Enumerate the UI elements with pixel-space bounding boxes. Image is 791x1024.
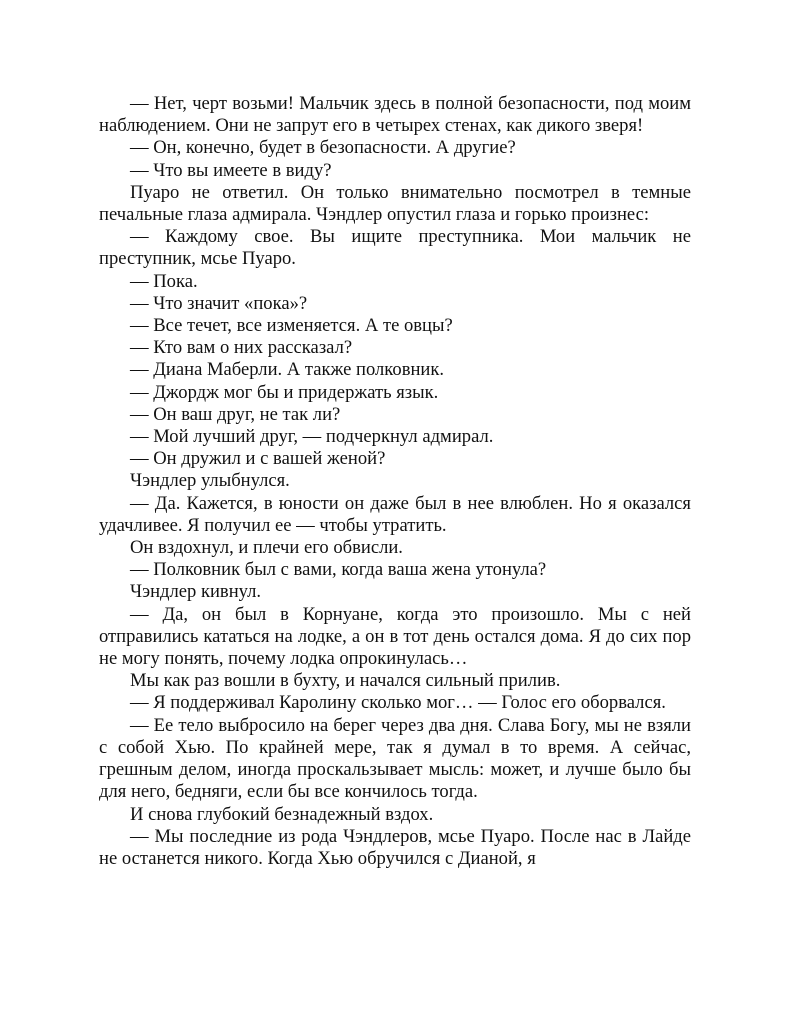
paragraph: — Мы последние из рода Чэндлеров, мсье Пуаро. После нас в Лайде не останется никого. Когда Хью обручился с Дианой, я [99,825,691,869]
paragraph: — Диана Маберли. А также полковник. [130,359,445,381]
page-text [99,93,691,870]
paragraph: — Каждому свое. Вы ищите преступника. Мои мальчик не преступник, мсье Пуаро. [99,226,691,270]
paragraph: Мы как раз вошли в бухту, и начался сильный прилив. [130,670,561,692]
paragraph: И снова глубокий безнадежный вздох. [130,803,434,825]
paragraph: — Да. Кажется, в юности он даже был в нее влюблен. Но я оказался удачливее. Я получил ее — чтобы утратить. [99,492,691,536]
paragraph: — Да, он был в Корнуане, когда это произошло. Мы с ней отправились кататься на лодке, а он в тот день остался дома. Я до сих пор не могу понять, почему лодка опрокинулась… [99,603,691,670]
paragraph: — Что вы имеете в виду? [130,159,332,181]
paragraph: — Пока. [130,270,198,292]
paragraph: — Кто вам о них рассказал? [130,337,353,359]
paragraph: — Я поддерживал Каролину сколько мог… — Голос его оборвался. [130,692,666,714]
paragraph: — Он, конечно, будет в безопасности. А другие? [130,137,516,159]
paragraph: Он вздохнул, и плечи его обвисли. [130,537,403,559]
paragraph: — Нет, черт возьми! Мальчик здесь в полной безопасности, под моим наблюдением. Они не запрут его в четырех стенах, как дикого зверя! [99,93,691,137]
paragraph: — Все течет, все изменяется. А те овцы? [130,315,453,337]
paragraph: — Что значит «пока»? [130,292,308,314]
paragraph: Чэндлер кивнул. [130,581,262,603]
paragraph: — Джордж мог бы и придержать язык. [130,381,439,403]
paragraph: — Полковник был с вами, когда ваша жена утонула? [130,559,547,581]
paragraph: — Ее тело выбросило на берег через два дня. Слава Богу, мы не взяли с собой Хью. По крайней мере, так я думал в то время. А сейчас, грешным делом, иногда проскальзывает мысль: может, и лучше было бы для него, бедняги, если бы все кончилось тогда. [99,714,691,803]
paragraph: — Он дружил и с вашей женой? [130,448,386,470]
paragraph: — Он ваш друг, не так ли? [130,403,341,425]
paragraph: — Мой лучший друг, — подчеркнул адмирал. [130,426,494,448]
paragraph: Пуаро не ответил. Он только внимательно посмотрел в темные печальные глаза адмирала. Чэндлер опустил глаза и горько произнес: [99,181,691,226]
paragraph: Чэндлер улыбнулся. [130,470,290,492]
